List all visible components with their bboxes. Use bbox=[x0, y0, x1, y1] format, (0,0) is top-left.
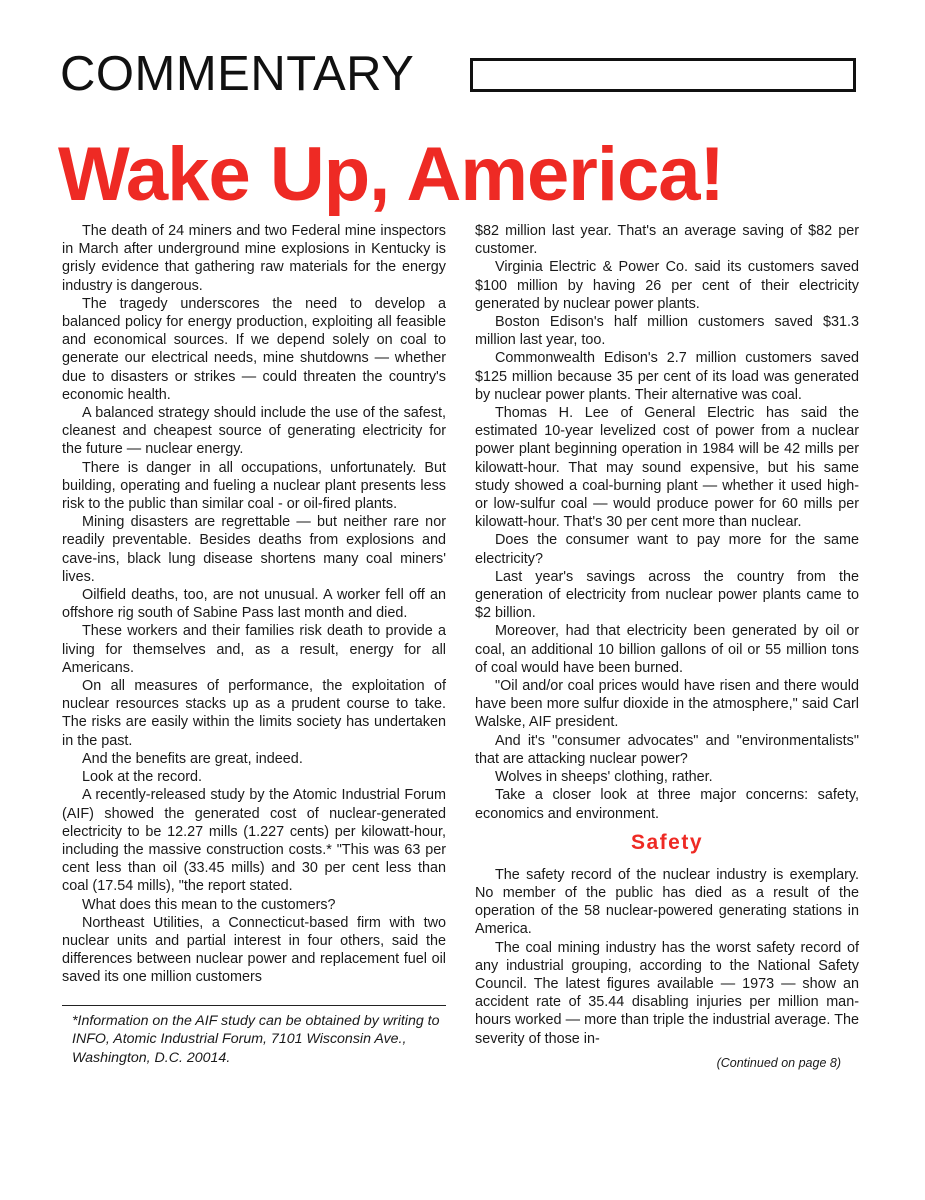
paragraph: Thomas H. Lee of General Electric has said the estimated 10-year levelized cost of power from a nuclear power plant beginning operation in 1984 will be 42 mills per kilowatt-hour. That may sound expensive, but his same study showed a coal-burning plant — whether it used high-or low-sulfur coal — would produce power for 60 mills per kilowatt-hour. That's 30 per cent more than nuclear. bbox=[475, 405, 859, 531]
paragraph: On all measures of performance, the exploitation of nuclear resources stacks up as a prudent course to take. The risks are easily within the limits society has undertaken in the past. bbox=[62, 678, 446, 749]
paragraph: Wolves in sheeps' clothing, rather. bbox=[495, 769, 713, 786]
section-label: COMMENTARY bbox=[60, 47, 415, 101]
paragraph: Does the consumer want to pay more for the same electricity? bbox=[475, 532, 859, 567]
paragraph: Northeast Utilities, a Connecticut-based firm with two nuclear units and partial interest in four others, said the differences between nuclear power and replacement fuel oil saved its one million customers bbox=[62, 914, 446, 986]
section-rule-box bbox=[470, 58, 856, 92]
paragraph: Take a closer look at three major concerns: safety, economics and environment. bbox=[475, 787, 859, 822]
paragraph: Oilfield deaths, too, are not unusual. A worker fell off an offshore rig south of Sabine Pass last month and died. bbox=[62, 587, 446, 622]
paragraph: And the benefits are great, indeed. bbox=[82, 750, 303, 767]
paragraph: What does this mean to the customers? bbox=[82, 896, 336, 913]
paragraph: The death of 24 miners and two Federal mine inspectors in March after underground mine explosions in Kentucky is grisly evidence that gathering raw materials for the energy industry is dangerous. bbox=[62, 223, 446, 294]
paragraph: And it's "consumer advocates" and "environmentalists" that are attacking nuclear power? bbox=[475, 732, 859, 767]
paragraph: There is danger in all occupations, unfortunately. But building, operating and fueling a nuclear plant presents less risk to the public than similar coal - or oil-fired plants. bbox=[62, 459, 446, 513]
paragraph-continued: $82 million last year. That's an average saving of $82 per customer. bbox=[475, 223, 859, 258]
paragraph: Mining disasters are regrettable — but neither rare nor readily preventable. Besides deaths from explosions and cave-ins, black lung disease shortens many coal miners' lives. bbox=[62, 514, 446, 585]
paragraph: Look at the record. bbox=[82, 769, 202, 786]
footnote bbox=[62, 1005, 446, 1068]
paragraph: The safety record of the nuclear industry is exemplary. No member of the public has died as a result of the operation of the 58 nuclear-powered generating stations in America. bbox=[475, 866, 859, 938]
paragraph: Commonwealth Edison's 2.7 million customers saved $125 million because 35 per cent of its load was generated by nuclear power plants. Their alternative was coal. bbox=[475, 350, 859, 403]
headline: Wake Up, America! bbox=[58, 132, 724, 217]
section-header bbox=[60, 48, 865, 100]
right-column bbox=[475, 222, 859, 1072]
left-column bbox=[62, 222, 446, 1067]
safety-subheading: Safety bbox=[630, 830, 704, 854]
paragraph: A balanced strategy should include the use of the safest, cleanest and cheapest source of generating electricity for the future — nuclear energy. bbox=[62, 405, 446, 458]
paragraph: "Oil and/or coal prices would have risen and there would have been more sulfur dioxide in the atmosphere," said Carl Walske, AIF president. bbox=[475, 678, 859, 731]
paragraph: Last year's savings across the country from the generation of electricity from nuclear power plants came to $2 billion. bbox=[475, 568, 859, 622]
continued-note: (Continued on page 8) bbox=[716, 1055, 841, 1070]
paragraph: A recently-released study by the Atomic Industrial Forum (AIF) showed the generated cost of nuclear-generated electricity to be 12.27 mills (1.227 cents) per kilowatt-hour, including the massive construction costs.* "This was 63 per cent less than oil (33.45 mills) and 30 per cent less than coal (17.54 mills), "the report stated. bbox=[62, 787, 446, 895]
paragraph: These workers and their families risk death to provide a living for themselves and, as a result, energy for all Americans. bbox=[62, 623, 446, 676]
paragraph: The tragedy underscores the need to develop a balanced policy for energy production, exploiting all feasible and economical sources. If we depend solely on coal to generate our electrical needs, mine shutdowns — whether due to disasters or strikes — could threaten the country's economic health. bbox=[62, 295, 446, 403]
paragraph: The coal mining industry has the worst safety record of any industrial grouping, according to the National Safety Council. The latest figures available — 1973 — show an accident rate of 35.44 disabling injuries per million man-hours worked — more than triple the industrial average. The severity of those in- bbox=[475, 939, 859, 1047]
footnote-text: *Information on the AIF study can be obtained by writing to INFO, Atomic Industrial Forum, 7101 Wisconsin Ave., Washington, D.C. 20014. bbox=[72, 1012, 440, 1066]
paragraph: Boston Edison's half million customers saved $31.3 million last year, too. bbox=[475, 314, 859, 349]
paragraph: Moreover, had that electricity been generated by oil or coal, an additional 10 billion gallons of oil or 55 million tons of coal would have been burned. bbox=[475, 623, 859, 676]
paragraph: Virginia Electric & Power Co. said its customers saved $100 million by having 26 per cent of their electricity generated by nuclear power plants. bbox=[475, 259, 859, 312]
